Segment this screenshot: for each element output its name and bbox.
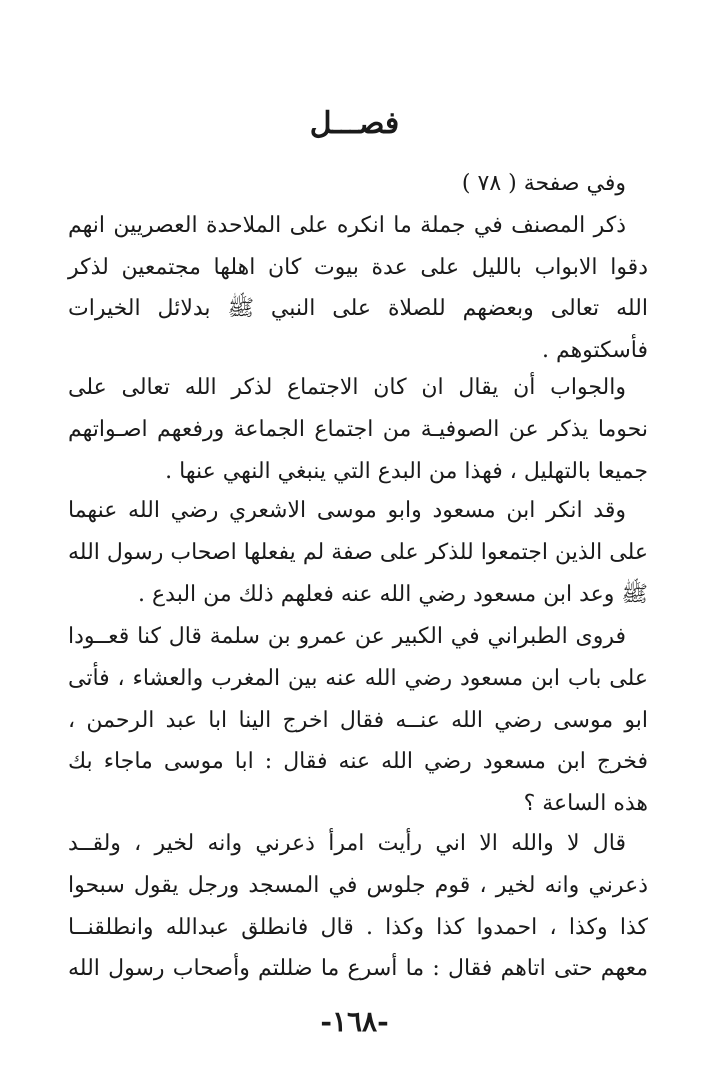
text-line: كذا وكذا ، احمدوا كذا وكذا . قال فانطلق عبدالله وانطلقنــا (68, 914, 648, 940)
text-line: فروى الطبراني في الكبير عن عمرو بن سلمة قال كنا قعــودا (68, 624, 626, 649)
text-line: هذه الساعة ؟ (523, 791, 648, 817)
text-line: على باب ابن مسعود رضي الله عنه بين المغرب والعشاء ، فأتى (68, 665, 648, 691)
paragraph-tabarani (68, 616, 648, 825)
text-line: ابو موسى رضي الله عنــه فقال اخرج الينا ابا عبد الرحمن ، (68, 707, 648, 733)
text-line: والجواب أن يقال ان كان الاجتماع لذكر الله تعالى على (68, 375, 626, 400)
text-line: ذعرني وانه لخير ، قوم جلوس في المسجد ورجل يقول سبحوا (68, 872, 648, 898)
text-line: ﷺ وعد ابن مسعود رضي الله عنه فعلهم ذلك من البدع . (138, 581, 648, 607)
page-number: -١٦٨- (320, 1005, 389, 1038)
text-line: الله تعالى وبعضهم للصلاة على النبي ﷺ بدلائل الخيرات (68, 296, 648, 322)
paragraph-claim (68, 163, 648, 372)
text-line: فخرج ابن مسعود رضي الله عنه فقال : ابا موسى ماجاء بك (68, 749, 648, 775)
text-line: فأسكتوهم . (541, 338, 648, 364)
page-reference-line: وفي صفحة ( ٧٨ ) (461, 171, 626, 196)
text-line: وقد انكر ابن مسعود وابو موسى الاشعري رضي الله عنهما (68, 498, 626, 523)
section-heading: فصـــل (309, 106, 400, 141)
paragraph-ibn-masud (68, 490, 648, 615)
text-line: على الذين اجتمعوا للذكر على صفة لم يفعلها اصحاب رسول الله (68, 539, 648, 565)
text-line: معهم حتى اتاهم فقال : ما أسرع ما ضللتم وأصحاب رسول الله (68, 956, 648, 982)
text-line: قال لا والله الا اني رأيت امرأ ذعرني وانه لخير ، ولقــد (68, 831, 626, 856)
text-line: ذكر المصنف في جملة ما انكره على الملاحدة العصريين انهم (68, 212, 626, 238)
text-line: نحوما يذكر عن الصوفيـة من اجتماع الجماعة ورفعهم اصـواتهم (68, 416, 648, 442)
paragraph-answer (68, 367, 648, 492)
paragraph-abu-musa-reply (68, 823, 648, 990)
text-line: دقوا الابواب بالليل على عدة بيوت كان اهلها مجتمعين لذكر (68, 254, 648, 280)
text-line: جميعا بالتهليل ، فهذا من البدع التي ينبغي النهي عنها . (165, 458, 648, 484)
